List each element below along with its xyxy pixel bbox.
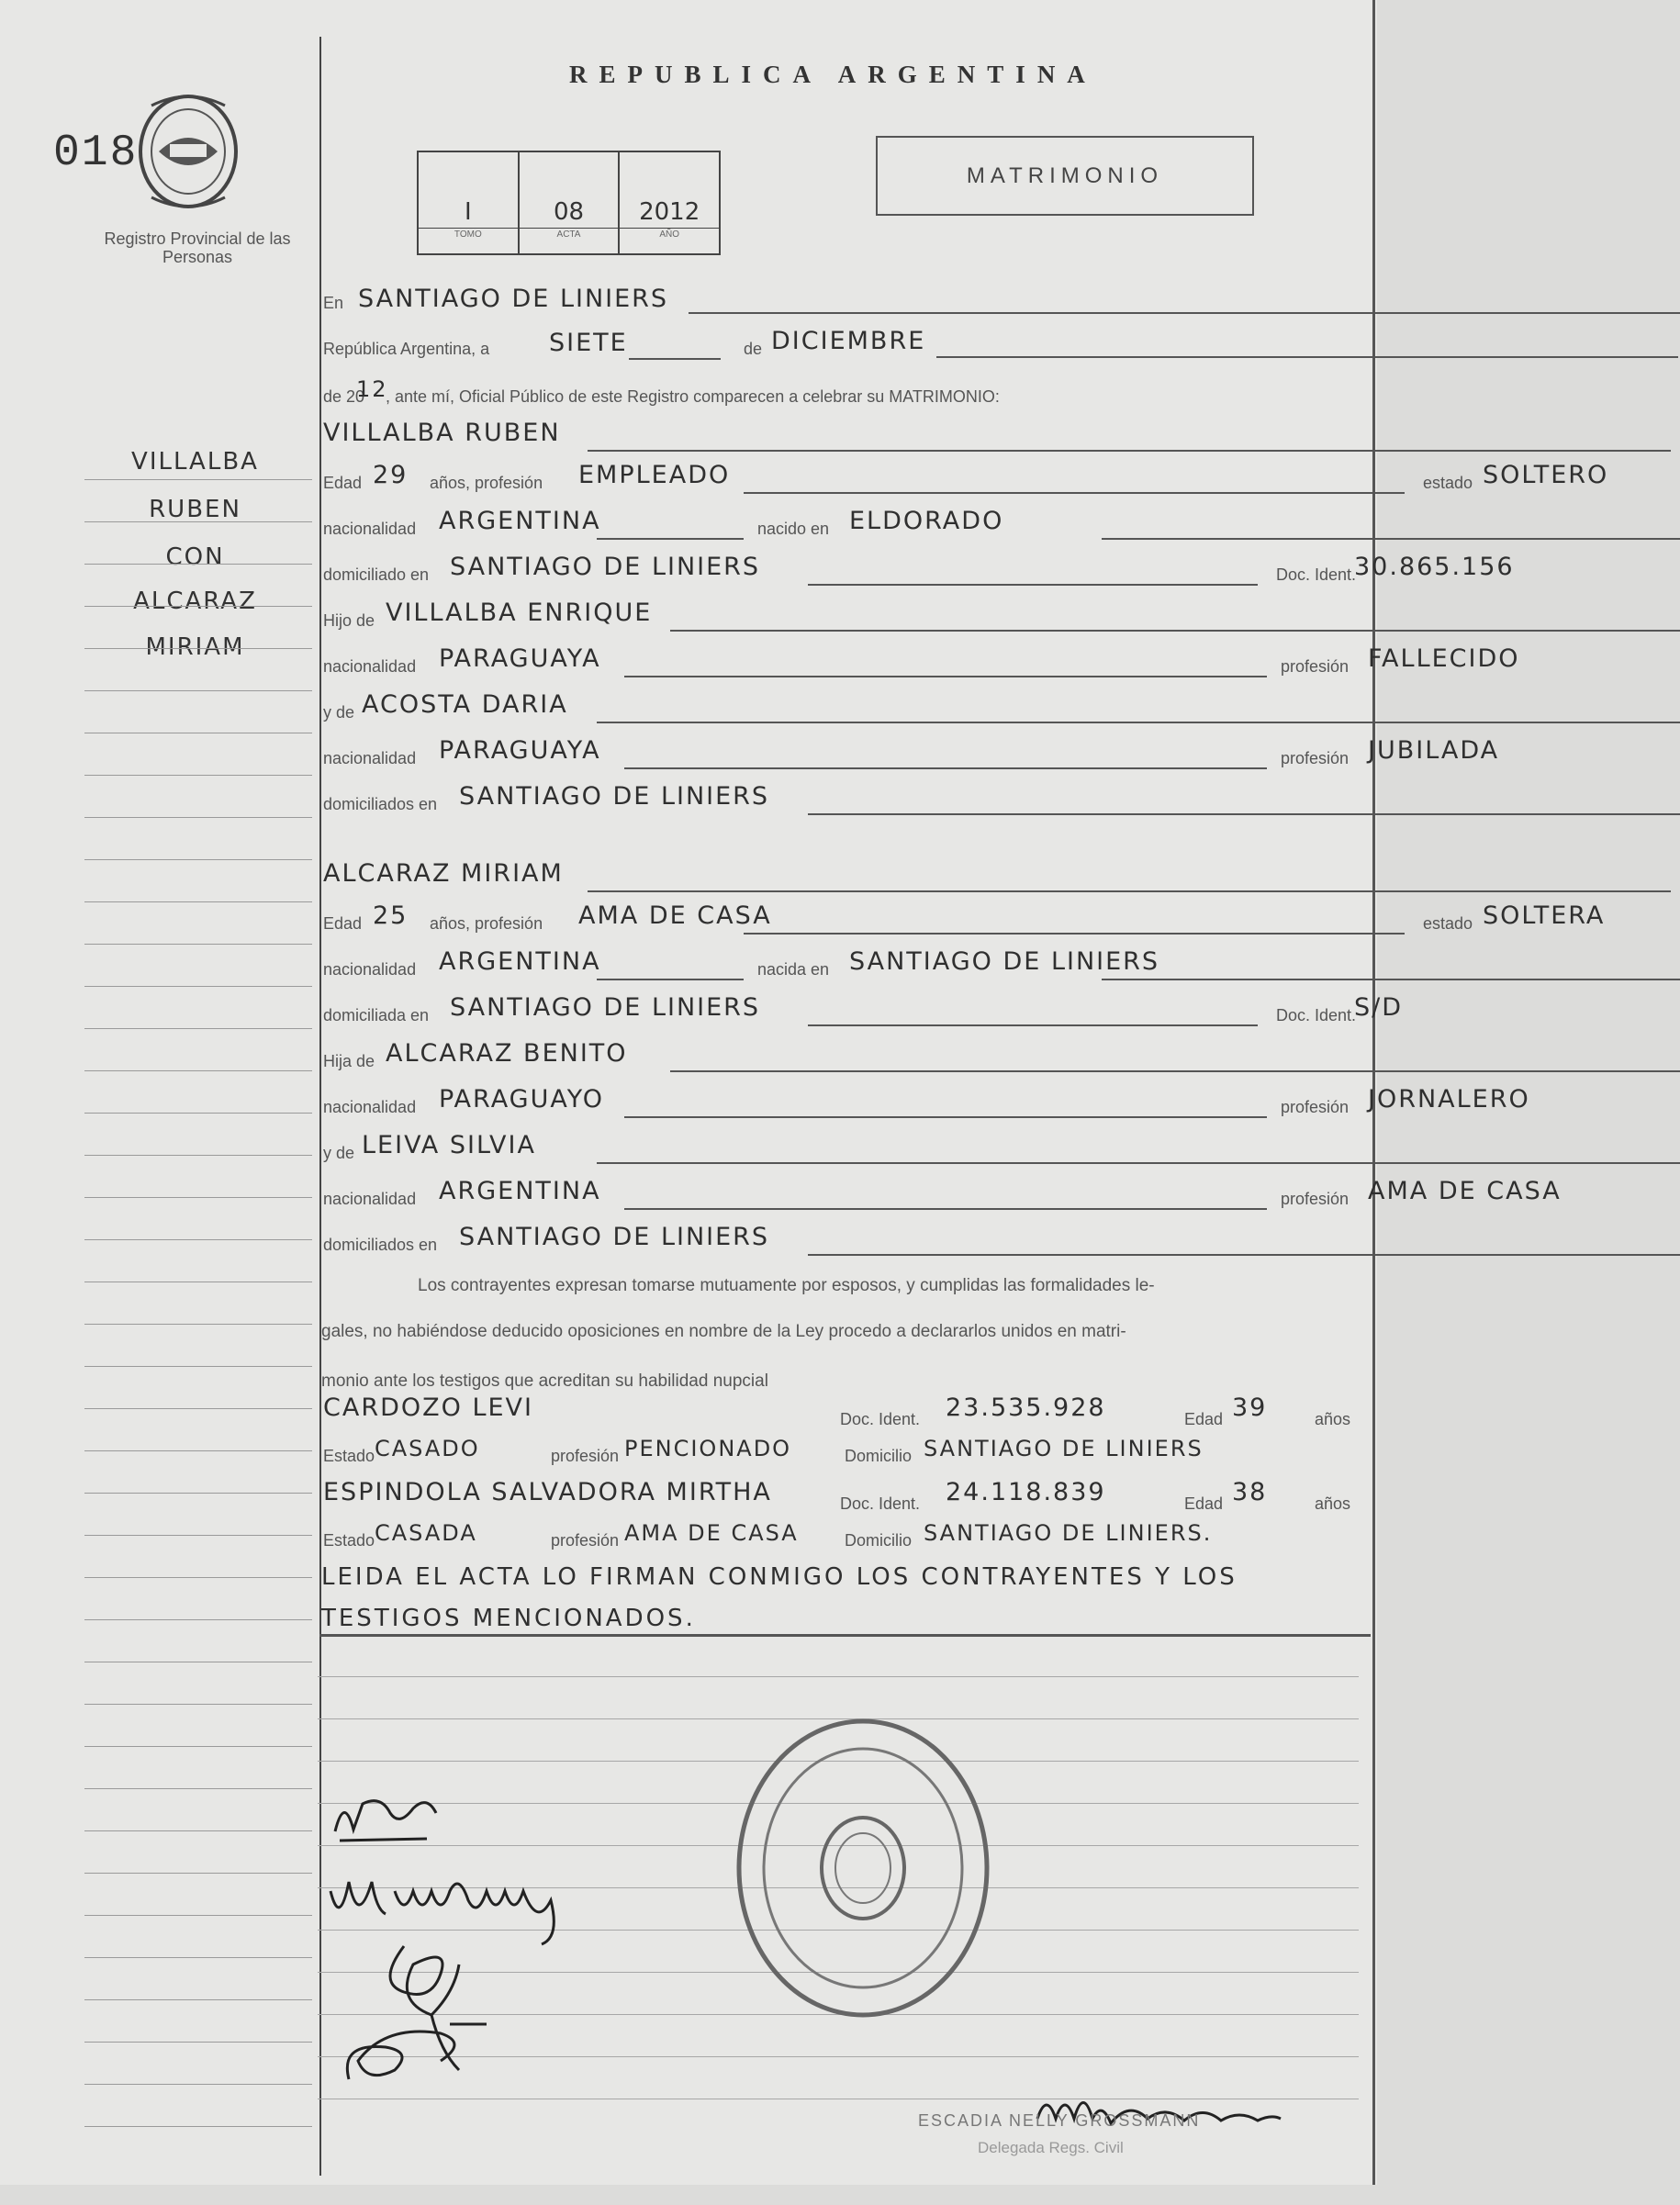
years-label: años (1315, 1494, 1351, 1513)
groom-father-nationality: PARAGUAYA (439, 644, 601, 673)
year-digits: 12 (356, 376, 388, 402)
margin-rule-line (84, 648, 312, 649)
margin-name-line: MIRIAM (145, 633, 245, 661)
en-label: En (323, 294, 344, 312)
tomo-label: TOMO (454, 229, 482, 240)
groom-age: 29 (373, 461, 409, 489)
parent-label: Hija de (323, 1052, 375, 1070)
profession-label: años, profesión (430, 474, 543, 492)
mother-label: y de (323, 1144, 355, 1162)
fill-line (624, 1116, 1267, 1118)
groom-mother: ACOSTA DARIA (362, 690, 568, 719)
bride-profession: AMA DE CASA (578, 901, 772, 930)
fill-line (588, 890, 1671, 892)
parents-domicile-label: domiciliados en (323, 795, 438, 813)
officer-name: ESCADIA NELLY GROSSMANN (918, 2111, 1201, 2130)
witness-age: 38 (1232, 1478, 1268, 1506)
fill-line (936, 356, 1678, 358)
status-label: estado (1423, 914, 1473, 933)
age-label: Edad (323, 474, 363, 492)
fill-line (597, 538, 744, 540)
fill-line (624, 676, 1267, 677)
status-label: Estado (323, 1447, 375, 1465)
margin-rule-line (84, 1197, 312, 1198)
witness-profession: AMA DE CASA (624, 1520, 799, 1546)
provincial-seal-icon (133, 87, 243, 216)
year-cell (620, 152, 719, 253)
fill-line (744, 933, 1405, 935)
margin-rule-line (84, 1113, 312, 1114)
parent-label: Hijo de (323, 611, 375, 630)
officer-title: Delegada Regs. Civil (978, 2139, 1124, 2156)
closing-line: LEIDA EL ACTA LO FIRMAN CONMIGO LOS CONTRAYENTES Y LOS (321, 1563, 1238, 1591)
margin-rule-line (84, 2084, 312, 2085)
fill-line (670, 1070, 1680, 1072)
tomo-cell (419, 152, 520, 253)
margin-rule-line (84, 901, 312, 902)
groom-birthplace: ELDORADO (849, 507, 1004, 535)
bride-nationality: ARGENTINA (439, 947, 601, 976)
fill-line (689, 312, 1680, 314)
groom-parents-domicile: SANTIAGO DE LINIERS (459, 782, 770, 811)
margin-rule-line (84, 1155, 312, 1156)
profession-label: profesión (1281, 1098, 1350, 1116)
groom-mother-profession: JUBILADA (1368, 736, 1500, 765)
signature-bride (321, 1864, 578, 1946)
profession-label: profesión (1281, 749, 1350, 767)
bride-mother: LEIVA SILVIA (362, 1131, 536, 1159)
official-stamp-icon (725, 1707, 1001, 2029)
fill-line (597, 1162, 1680, 1164)
margin-rule-line (84, 859, 312, 860)
margin-rule-line (84, 944, 312, 945)
acta-reference-box (417, 151, 721, 255)
groom-profession: EMPLEADO (578, 461, 731, 489)
years-label: años (1315, 1410, 1351, 1428)
domicile-label: domiciliada en (323, 1006, 430, 1024)
witness-domicile: SANTIAGO DE LINIERS. (924, 1520, 1213, 1546)
domicile-label: Domicilio (845, 1447, 913, 1465)
fill-line (744, 492, 1405, 494)
fill-line (588, 450, 1671, 452)
margin-rule-line (84, 1957, 312, 1958)
margin-name-line: RUBEN (149, 496, 241, 523)
registry-name: Registro Provincial de las Personas (104, 229, 291, 266)
month-value: DICIEMBRE (771, 327, 926, 355)
bride-mother-nationality: ARGENTINA (439, 1177, 601, 1205)
groom-doc: 30.865.156 (1354, 553, 1515, 581)
groom-domicile: SANTIAGO DE LINIERS (450, 553, 761, 581)
year-value: 2012 (620, 198, 719, 229)
country-heading: REPUBLICA ARGENTINA (569, 61, 1097, 88)
status-label: Estado (323, 1531, 375, 1550)
bride-father-profession: JORNALERO (1368, 1085, 1530, 1114)
bride-parents-domicile: SANTIAGO DE LINIERS (459, 1223, 770, 1251)
groom-name: VILLALBA RUBEN (323, 419, 561, 447)
ruled-line (318, 1676, 1359, 1677)
fill-line (808, 813, 1680, 815)
nationality-label: nacionalidad (323, 657, 417, 676)
declaration-line: gales, no habiéndose deducido oposiciones en nombre de la Ley procedo a declararlos unidos en matri- (321, 1322, 1126, 1341)
fill-line (808, 1024, 1258, 1026)
fill-line (624, 1208, 1267, 1210)
bride-status: SOLTERA (1483, 901, 1606, 930)
margin-name-line: CON (165, 543, 225, 571)
age-label: Edad (323, 914, 363, 933)
groom-mother-nationality: PARAGUAYA (439, 736, 601, 765)
birthplace-label: nacida en (757, 960, 830, 979)
groom-status: SOLTERO (1483, 461, 1609, 489)
fill-line (808, 584, 1258, 586)
tomo-value: I (419, 198, 518, 229)
margin-rule-line (84, 1408, 312, 1409)
margin-rule-line (84, 1366, 312, 1367)
acta-label: ACTA (556, 229, 581, 240)
margin-name-line: ALCARAZ (133, 588, 257, 615)
bride-father: ALCARAZ BENITO (386, 1039, 628, 1068)
witness-domicile: SANTIAGO DE LINIERS (924, 1436, 1204, 1461)
margin-rule-line (84, 1070, 312, 1071)
margin-rule-line (84, 2042, 312, 2043)
margin-rule-line (84, 1704, 312, 1705)
place-value: SANTIAGO DE LINIERS (358, 285, 669, 313)
closing-line: TESTIGOS MENCIONADOS. (321, 1605, 696, 1632)
signature-witness-2 (330, 2006, 505, 2088)
witness-doc: 23.535.928 (946, 1394, 1106, 1422)
margin-rule-line (84, 1535, 312, 1536)
margin-rule-line (84, 521, 312, 522)
nationality-label: nacionalidad (323, 1098, 417, 1116)
margin-rule-line (84, 1450, 312, 1451)
groom-nationality: ARGENTINA (439, 507, 601, 535)
day-value: SIETE (549, 329, 628, 357)
margin-rule-line (84, 1915, 312, 1916)
nationality-label: nacionalidad (323, 1190, 417, 1208)
bride-name: ALCARAZ MIRIAM (323, 859, 564, 888)
margin-rule-line (84, 1873, 312, 1874)
parents-domicile-label: domiciliados en (323, 1236, 438, 1254)
margin-rule-line (84, 775, 312, 776)
groom-father-profession: FALLECIDO (1368, 644, 1520, 673)
fill-line (629, 358, 721, 360)
birthplace-label: nacido en (757, 520, 830, 538)
profession-label: profesión (551, 1531, 620, 1550)
margin-rule-line (84, 1577, 312, 1578)
fill-line (1102, 538, 1680, 540)
year-prefix: de 20 (323, 387, 365, 406)
serial-number: 018 (53, 129, 139, 178)
doc-label: Doc. Ident. (1276, 1006, 1357, 1024)
margin-rule-line (84, 1999, 312, 2000)
margin-rule-line (84, 1324, 312, 1325)
witness-profession: PENCIONADO (624, 1436, 792, 1461)
declaration-line: Los contrayentes expresan tomarse mutuamente por esposos, y cumplidas las formalidades le- (418, 1276, 1155, 1295)
nationality-label: nacionalidad (323, 960, 417, 979)
year-label: AÑO (659, 229, 680, 240)
doc-label: Doc. Ident. (840, 1494, 921, 1513)
margin-rule-line (84, 1788, 312, 1789)
mother-label: y de (323, 703, 355, 722)
declaration-line: monio ante los testigos que acreditan su habilidad nupcial (321, 1371, 768, 1391)
bride-age: 25 (373, 901, 409, 930)
margin-rule-line (84, 1619, 312, 1620)
witness-name: ESPINDOLA SALVADORA MIRTHA (323, 1478, 772, 1506)
republica-label: República Argentina, a (323, 340, 490, 358)
margin-name-line: VILLALBA (131, 448, 259, 476)
profession-label: profesión (1281, 657, 1350, 676)
profession-label: profesión (551, 1447, 620, 1465)
profession-label: años, profesión (430, 914, 543, 933)
witness-status: CASADA (375, 1520, 477, 1546)
margin-rule-line (84, 1028, 312, 1029)
bride-doc: S/D (1354, 993, 1404, 1022)
fill-line (1102, 979, 1680, 980)
margin-rule-line (84, 986, 312, 987)
witness-status: CASADO (375, 1436, 480, 1461)
bride-father-nationality: PARAGUAYO (439, 1085, 605, 1114)
margin-rule (319, 37, 321, 2176)
witness-doc: 24.118.839 (946, 1478, 1106, 1506)
margin-rule-line (84, 606, 312, 607)
fill-line (670, 630, 1680, 632)
bride-mother-profession: AMA DE CASA (1368, 1177, 1562, 1205)
margin-rule-line (84, 817, 312, 818)
doc-label: Doc. Ident. (1276, 565, 1357, 584)
bride-birthplace: SANTIAGO DE LINIERS (849, 947, 1160, 976)
fill-line (597, 979, 744, 980)
margin-rule-line (84, 690, 312, 691)
nationality-label: nacionalidad (323, 749, 417, 767)
signature-groom (326, 1785, 445, 1850)
bride-domicile: SANTIAGO DE LINIERS (450, 993, 761, 1022)
witness-age: 39 (1232, 1394, 1268, 1422)
status-label: estado (1423, 474, 1473, 492)
age-label: Edad (1184, 1410, 1224, 1428)
record-type-box: MATRIMONIO (876, 136, 1254, 216)
nationality-label: nacionalidad (323, 520, 417, 538)
margin-rule-line (84, 2126, 312, 2127)
margin-rule-line (84, 1493, 312, 1494)
fill-line (597, 722, 1680, 723)
witness-name: CARDOZO LEVI (323, 1394, 533, 1422)
margin-rule-line (84, 1746, 312, 1747)
profession-label: profesión (1281, 1190, 1350, 1208)
fill-line (624, 767, 1267, 769)
age-label: Edad (1184, 1494, 1224, 1513)
domicile-label: Domicilio (845, 1531, 913, 1550)
fill-line (808, 1254, 1680, 1256)
domicile-label: domiciliado en (323, 565, 430, 584)
margin-rule-line (84, 1239, 312, 1240)
margin-rule-line (84, 479, 312, 480)
closing-rule (319, 1634, 1371, 1637)
acta-cell (520, 152, 621, 253)
intro-text: , ante mí, Oficial Público de este Registro comparecen a celebrar su MATRIMONIO: (386, 387, 1000, 406)
margin-rule-line (84, 1830, 312, 1831)
groom-father: VILLALBA ENRIQUE (386, 599, 653, 627)
doc-label: Doc. Ident. (840, 1410, 921, 1428)
acta-value: 08 (520, 198, 619, 229)
margin-rule-line (84, 564, 312, 565)
month-label: de (744, 340, 763, 358)
